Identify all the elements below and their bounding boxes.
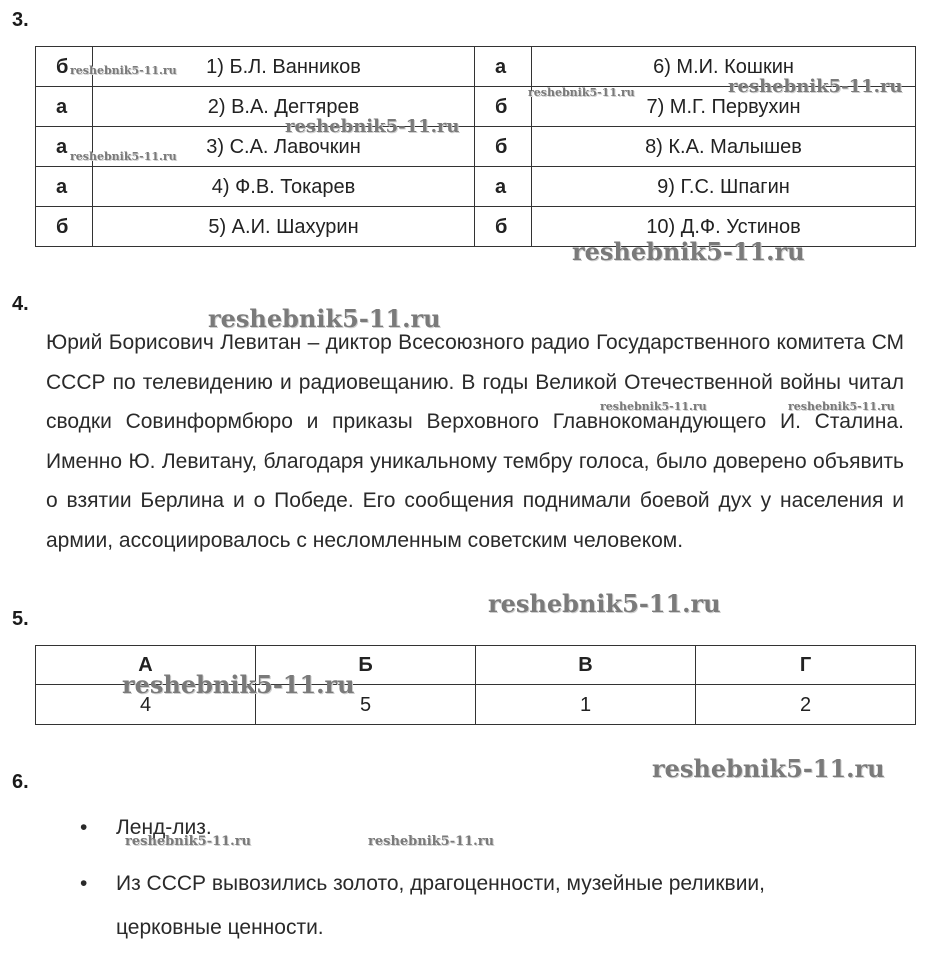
table3-right-name: 8) К.А. Малышев [532,127,916,167]
section-3-number: 3. [12,9,29,31]
watermark: reshebnik5-11.ru [70,64,177,77]
watermark: reshebnik5-11.ru [368,834,495,849]
table3-right-name: 10) Д.Ф. Устинов [532,207,916,247]
table3-left-letter: б [36,47,93,87]
levitan-paragraph: Юрий Борисович Левитан – диктор Всесоюзного радио Государственного комитета СМ СССР по телевидению и радиовещанию. В годы Великой Отечественной войны читал сводки Совинформбюро и приказы Верховного Главнокомандующего И. Сталина. Именно Ю. Левитану, благодаря уникальному тембру голоса, было доверено объявить о взятии Берлина и о Победе. Его сообщения поднимали боевой дух у населения и армии, ассоциировалось с несломленным советским человеком. [46,331,904,552]
table3-left-letter: а [36,87,93,127]
watermark: reshebnik5-11.ru [788,400,895,413]
table3-right-name: 7) М.Г. Первухин [532,87,916,127]
table3-left-name: 4) Ф.В. Токарев [93,167,475,207]
table3-right-letter: а [475,47,532,87]
table5-value-v: 1 [476,685,696,725]
section-4-number: 4. [12,293,29,315]
table5-header-a: А [36,646,256,685]
list-item: • Из СССР вывозились золото, драгоценности, музейные реликвии, церковные ценности. [80,862,840,950]
table3-right-name: 6) М.И. Кошкин [532,47,916,87]
table5-header-v: В [476,646,696,685]
table5-header-g: Г [696,646,916,685]
table3-left-name: 5) А.И. Шахурин [93,207,475,247]
table3-left-name: 2) В.А. Дегтярев [93,87,475,127]
watermark: reshebnik5-11.ru [70,150,177,163]
section-5-number: 5. [12,608,29,630]
watermark: reshebnik5-11.ru [488,589,721,618]
watermark: reshebnik5-11.ru [528,86,635,99]
table3-right-letter: а [475,167,532,207]
table3-left-letter: а [36,127,93,167]
watermark: reshebnik5-11.ru [652,754,885,783]
table5-value-a: 4 [36,685,256,725]
watermark: reshebnik5-11.ru [285,116,460,137]
table3-right-letter: б [475,87,532,127]
watermark: reshebnik5-11.ru [728,76,903,97]
watermark: reshebnik5-11.ru [572,237,805,266]
watermark: reshebnik5-11.ru [125,834,252,849]
watermark: reshebnik5-11.ru [208,304,441,333]
table3-right-letter: б [475,207,532,247]
watermark: reshebnik5-11.ru [600,400,707,413]
table3-left-name: 3) С.А. Лавочкин [93,127,475,167]
table3-left-letter: б [36,207,93,247]
table3-left-name: 1) Б.Л. Ванников [93,47,475,87]
table3-right-letter: б [475,127,532,167]
list-item: • Ленд-лиз. [80,806,840,850]
table3-right-name: 9) Г.С. Шпагин [532,167,916,207]
answer-list-6 [80,806,840,950]
table3-left-letter: а [36,167,93,207]
table5-value-g: 2 [696,685,916,725]
table5-header-b: Б [256,646,476,685]
table5-value-b: 5 [256,685,476,725]
section-6-number: 6. [12,771,29,793]
table3-row [36,167,916,207]
watermark: reshebnik5-11.ru [122,670,355,699]
